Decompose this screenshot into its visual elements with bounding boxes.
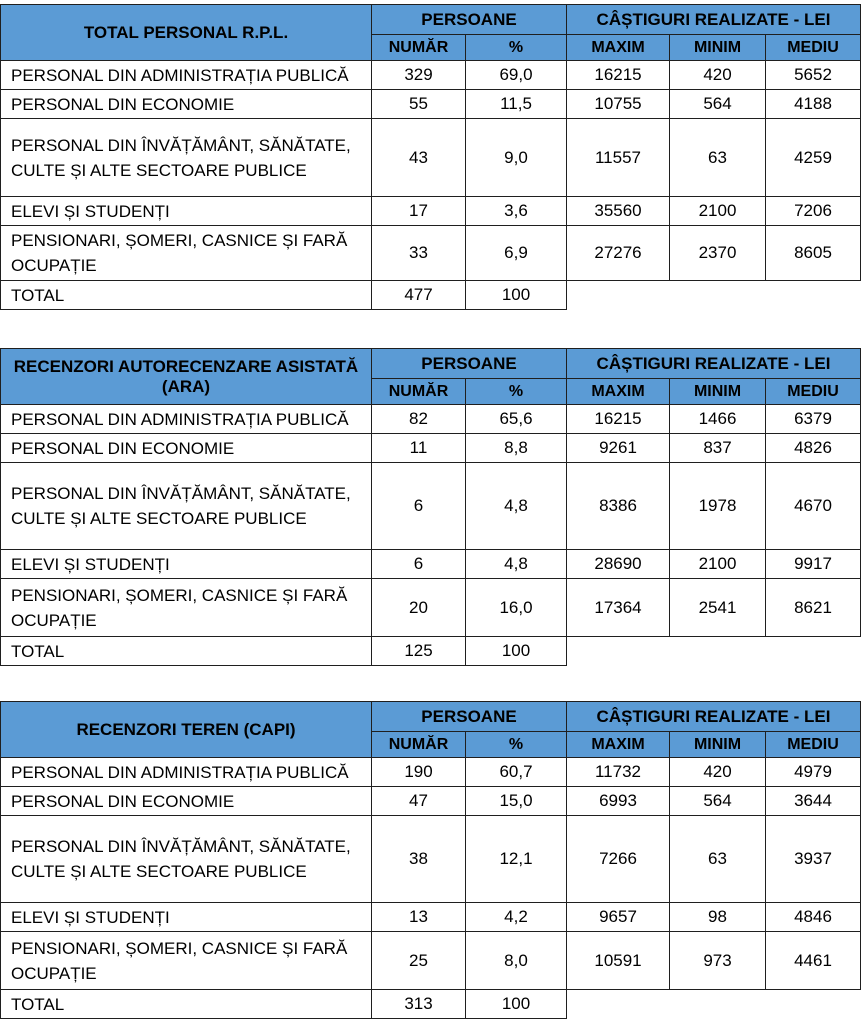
cell-pct: 12,1 (466, 816, 567, 903)
total-pct: 100 (466, 990, 567, 1019)
table-row (1, 434, 861, 463)
cell-maxim: 9657 (567, 903, 670, 932)
cell-pct: 8,8 (466, 434, 567, 463)
col-header-numar: NUMĂR (372, 35, 466, 61)
row-label: PENSIONARI, ȘOMERI, CASNICE ȘI FARĂ OCUPAȚIE (1, 932, 372, 990)
cell-maxim: 28690 (567, 550, 670, 579)
total-label: TOTAL (1, 990, 372, 1019)
col-header-pct: % (466, 379, 567, 405)
cell-numar: 13 (372, 903, 466, 932)
cell-numar: 329 (372, 61, 466, 90)
table-row (1, 903, 861, 932)
cell-numar: 190 (372, 758, 466, 787)
cell-mediu: 4461 (766, 932, 861, 990)
table-row (1, 61, 861, 90)
total-numar: 125 (372, 637, 466, 666)
row-label: PERSONAL DIN ADMINISTRAȚIA PUBLICĂ (1, 405, 372, 434)
group-header-persoane: PERSOANE (372, 5, 567, 35)
group-header-castiguri: CÂȘTIGURI REALIZATE - LEI (567, 5, 861, 35)
cell-numar: 55 (372, 90, 466, 119)
cell-numar: 20 (372, 579, 466, 637)
total-pct: 100 (466, 637, 567, 666)
cell-minim: 63 (670, 816, 766, 903)
cell-maxim: 35560 (567, 197, 670, 226)
cell-maxim: 8386 (567, 463, 670, 550)
cell-mediu: 4979 (766, 758, 861, 787)
cell-minim: 837 (670, 434, 766, 463)
group-header-castiguri: CÂȘTIGURI REALIZATE - LEI (567, 702, 861, 732)
cell-maxim: 10755 (567, 90, 670, 119)
cell-maxim: 10591 (567, 932, 670, 990)
col-header-maxim: MAXIM (567, 35, 670, 61)
cell-numar: 47 (372, 787, 466, 816)
cell-mediu: 3937 (766, 816, 861, 903)
cell-maxim: 9261 (567, 434, 670, 463)
row-label: PENSIONARI, ȘOMERI, CASNICE ȘI FARĂ OCUPAȚIE (1, 226, 372, 281)
empty-cell (567, 637, 861, 666)
cell-minim: 2100 (670, 197, 766, 226)
cell-mediu: 9917 (766, 550, 861, 579)
group-header-persoane: PERSOANE (372, 349, 567, 379)
cell-minim: 63 (670, 119, 766, 197)
col-header-minim: MINIM (670, 732, 766, 758)
row-label: ELEVI ȘI STUDENȚI (1, 903, 372, 932)
cell-maxim: 11732 (567, 758, 670, 787)
row-label: ELEVI ȘI STUDENȚI (1, 550, 372, 579)
cell-pct: 6,9 (466, 226, 567, 281)
cell-maxim: 6993 (567, 787, 670, 816)
cell-mediu: 4259 (766, 119, 861, 197)
row-label: ELEVI ȘI STUDENȚI (1, 197, 372, 226)
table-recenzori-teren-capi (0, 701, 861, 1019)
col-header-pct: % (466, 35, 567, 61)
total-row (1, 281, 861, 310)
table-recenzori-ara (0, 348, 861, 666)
cell-numar: 25 (372, 932, 466, 990)
cell-numar: 11 (372, 434, 466, 463)
row-label: PERSONAL DIN ÎNVĂȚĂMÂNT, SĂNĂTATE, CULTE ȘI ALTE SECTOARE PUBLICE (1, 463, 372, 550)
cell-maxim: 7266 (567, 816, 670, 903)
cell-mediu: 4188 (766, 90, 861, 119)
row-label: PERSONAL DIN ECONOMIE (1, 434, 372, 463)
cell-pct: 4,8 (466, 463, 567, 550)
cell-pct: 4,8 (466, 550, 567, 579)
col-header-mediu: MEDIU (766, 379, 861, 405)
cell-numar: 6 (372, 463, 466, 550)
row-label: PERSONAL DIN ECONOMIE (1, 90, 372, 119)
cell-mediu: 8605 (766, 226, 861, 281)
cell-mediu: 6379 (766, 405, 861, 434)
cell-numar: 43 (372, 119, 466, 197)
row-label: PERSONAL DIN ÎNVĂȚĂMÂNT, SĂNĂTATE, CULTE ȘI ALTE SECTOARE PUBLICE (1, 816, 372, 903)
total-numar: 313 (372, 990, 466, 1019)
cell-pct: 16,0 (466, 579, 567, 637)
total-label: TOTAL (1, 281, 372, 310)
cell-maxim: 11557 (567, 119, 670, 197)
cell-numar: 6 (372, 550, 466, 579)
cell-numar: 17 (372, 197, 466, 226)
cell-minim: 2370 (670, 226, 766, 281)
cell-mediu: 3644 (766, 787, 861, 816)
cell-mediu: 7206 (766, 197, 861, 226)
cell-pct: 4,2 (466, 903, 567, 932)
cell-numar: 33 (372, 226, 466, 281)
cell-mediu: 4826 (766, 434, 861, 463)
table-row (1, 932, 861, 990)
cell-minim: 420 (670, 758, 766, 787)
col-header-minim: MINIM (670, 379, 766, 405)
cell-minim: 973 (670, 932, 766, 990)
table-title: TOTAL PERSONAL R.P.L. (1, 5, 372, 61)
table-row (1, 463, 861, 550)
col-header-maxim: MAXIM (567, 732, 670, 758)
cell-pct: 69,0 (466, 61, 567, 90)
row-label: PENSIONARI, ȘOMERI, CASNICE ȘI FARĂ OCUPAȚIE (1, 579, 372, 637)
cell-mediu: 4670 (766, 463, 861, 550)
cell-numar: 82 (372, 405, 466, 434)
empty-cell (567, 281, 861, 310)
row-label: PERSONAL DIN ÎNVĂȚĂMÂNT, SĂNĂTATE, CULTE ȘI ALTE SECTOARE PUBLICE (1, 119, 372, 197)
table-row (1, 119, 861, 197)
cell-mediu: 5652 (766, 61, 861, 90)
total-pct: 100 (466, 281, 567, 310)
cell-maxim: 17364 (567, 579, 670, 637)
group-header-persoane: PERSOANE (372, 702, 567, 732)
table-total-personal-rpl (0, 4, 861, 310)
total-row (1, 990, 861, 1019)
table-row (1, 226, 861, 281)
table-row (1, 197, 861, 226)
col-header-maxim: MAXIM (567, 379, 670, 405)
table-title: RECENZORI TEREN (CAPI) (1, 702, 372, 758)
cell-maxim: 16215 (567, 61, 670, 90)
total-row (1, 637, 861, 666)
table-row (1, 90, 861, 119)
row-label: PERSONAL DIN ADMINISTRAȚIA PUBLICĂ (1, 758, 372, 787)
cell-minim: 420 (670, 61, 766, 90)
group-header-castiguri: CÂȘTIGURI REALIZATE - LEI (567, 349, 861, 379)
cell-minim: 1466 (670, 405, 766, 434)
empty-cell (567, 990, 861, 1019)
cell-maxim: 16215 (567, 405, 670, 434)
col-header-mediu: MEDIU (766, 35, 861, 61)
cell-minim: 2100 (670, 550, 766, 579)
col-header-mediu: MEDIU (766, 732, 861, 758)
cell-minim: 564 (670, 90, 766, 119)
col-header-minim: MINIM (670, 35, 766, 61)
table-row (1, 579, 861, 637)
total-label: TOTAL (1, 637, 372, 666)
cell-pct: 60,7 (466, 758, 567, 787)
col-header-numar: NUMĂR (372, 732, 466, 758)
col-header-pct: % (466, 732, 567, 758)
total-numar: 477 (372, 281, 466, 310)
cell-pct: 9,0 (466, 119, 567, 197)
table-row (1, 550, 861, 579)
cell-pct: 11,5 (466, 90, 567, 119)
cell-pct: 65,6 (466, 405, 567, 434)
cell-pct: 8,0 (466, 932, 567, 990)
row-label: PERSONAL DIN ECONOMIE (1, 787, 372, 816)
cell-pct: 3,6 (466, 197, 567, 226)
cell-minim: 98 (670, 903, 766, 932)
table-row (1, 816, 861, 903)
table-title: RECENZORI AUTORECENZARE ASISTATĂ (ARA) (1, 349, 372, 405)
cell-minim: 564 (670, 787, 766, 816)
cell-maxim: 27276 (567, 226, 670, 281)
cell-pct: 15,0 (466, 787, 567, 816)
cell-numar: 38 (372, 816, 466, 903)
row-label: PERSONAL DIN ADMINISTRAȚIA PUBLICĂ (1, 61, 372, 90)
col-header-numar: NUMĂR (372, 379, 466, 405)
cell-mediu: 8621 (766, 579, 861, 637)
table-row (1, 758, 861, 787)
cell-minim: 2541 (670, 579, 766, 637)
table-row (1, 787, 861, 816)
cell-mediu: 4846 (766, 903, 861, 932)
table-row (1, 405, 861, 434)
cell-minim: 1978 (670, 463, 766, 550)
